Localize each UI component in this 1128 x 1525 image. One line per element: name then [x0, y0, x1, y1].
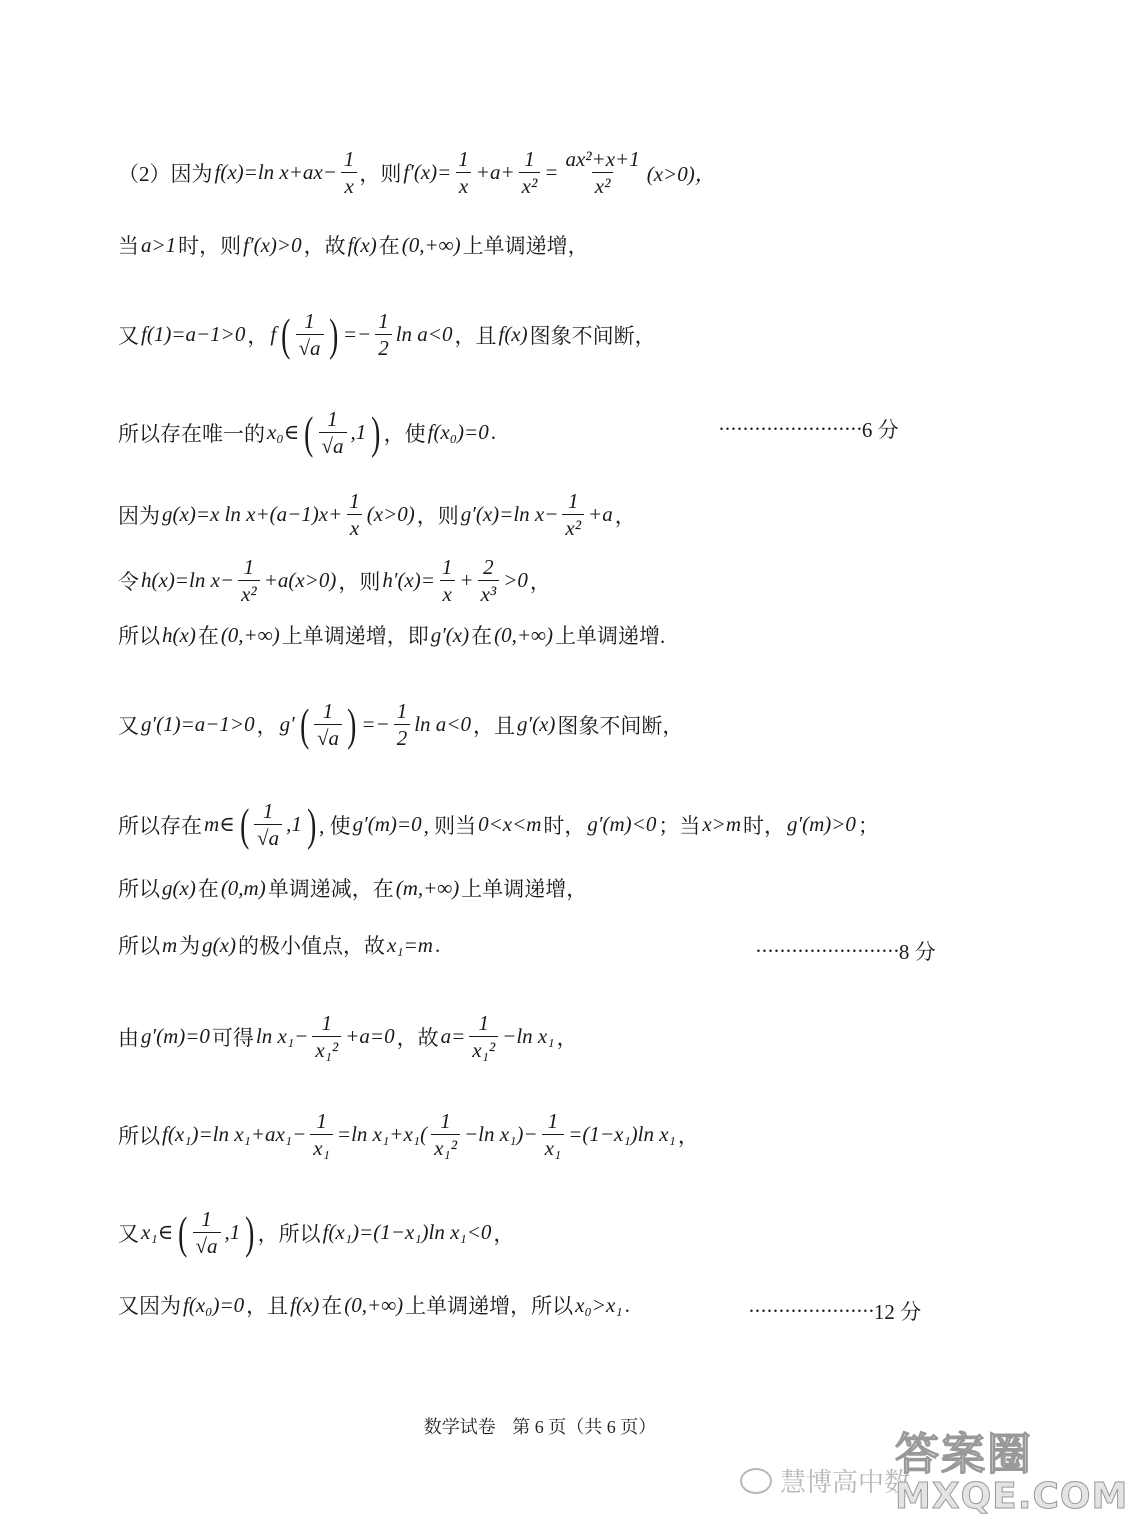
math-expression: f′(x)>0 — [243, 232, 302, 257]
math-expression: g′(x) — [516, 712, 556, 737]
solution-line — [118, 873, 1020, 903]
math-expression: +a+ — [475, 160, 515, 185]
score-mark — [755, 936, 936, 966]
fraction — [310, 1110, 333, 1159]
math-expression: + — [459, 568, 474, 593]
fraction-denominator: x₁² — [431, 1134, 460, 1159]
solution-line — [118, 620, 1020, 650]
text-segment: 又因为 — [118, 1294, 181, 1318]
text-segment: ， — [614, 503, 636, 528]
fraction — [439, 556, 456, 605]
score-label: 6 分 — [861, 418, 899, 442]
math-expression: (x>0) — [366, 502, 415, 527]
text-segment: 所以 — [118, 624, 160, 648]
fraction-numerator: 1 — [396, 699, 408, 723]
math-expression: ,1 — [350, 420, 367, 445]
math-expression: a= — [440, 1024, 466, 1049]
math-expression: ln a<0 — [395, 322, 453, 347]
fraction-denominator: √a — [319, 432, 347, 457]
math-expression: g′(1)=a−1>0 — [141, 712, 255, 737]
site-stamp — [895, 1418, 1128, 1518]
fraction-numerator: 1 — [321, 1011, 333, 1035]
math-expression: g′(m)=0 — [352, 812, 422, 837]
text-segment: 在 — [197, 877, 219, 901]
text-segment: 在 — [321, 1294, 343, 1318]
fraction — [193, 1208, 221, 1257]
text-segment: ，所以 — [257, 1221, 321, 1246]
text-segment: 又 — [118, 1221, 139, 1246]
math-expression: m∈ — [204, 812, 235, 837]
fraction-numerator: 1 — [440, 1109, 451, 1133]
math-expression: +a=0 — [345, 1024, 395, 1049]
math-expression: f(x)=ln x+ax− — [214, 160, 337, 185]
text-segment: ，使 — [383, 421, 426, 446]
fraction-numerator: 1 — [243, 555, 255, 579]
text-segment: （2）因为 — [118, 161, 213, 186]
fraction — [238, 556, 260, 605]
text-segment: ，且 — [246, 1294, 289, 1318]
fraction-denominator: x — [341, 172, 356, 197]
math-expression: (0,m) — [220, 875, 266, 900]
solution-line — [118, 490, 1020, 539]
close-paren: ) — [347, 698, 357, 750]
math-expression: g′(m)<0 — [587, 812, 657, 837]
text-segment: 所以 — [118, 1123, 160, 1148]
text-segment: 在 — [378, 234, 400, 258]
text-segment: , 使 — [319, 813, 351, 838]
fraction — [542, 1110, 565, 1159]
text-segment: 由 — [118, 1025, 139, 1050]
math-expression: ,1 — [224, 1220, 241, 1245]
math-expression: g(x) — [202, 932, 236, 957]
text-segment: 所以存在 — [118, 813, 202, 838]
text-segment: 上单调递增，即 — [281, 624, 429, 648]
math-expression: g′(x) — [430, 622, 470, 647]
fraction — [394, 700, 411, 749]
text-segment: 单调递减，在 — [267, 877, 394, 901]
math-expression: f(x) — [290, 1292, 320, 1317]
fraction-numerator: 1 — [378, 309, 389, 333]
wechat-watermark — [740, 1462, 910, 1499]
text-segment: . — [434, 932, 441, 957]
fraction — [254, 800, 282, 849]
text-segment: 上单调递增， — [462, 234, 589, 258]
fraction-numerator: 1 — [343, 147, 355, 171]
math-expression: +a(x>0) — [263, 568, 337, 593]
math-expression: g′ — [279, 712, 295, 737]
text-segment: ，且 — [472, 713, 515, 738]
math-expression: g′(x)=ln x− — [460, 502, 559, 527]
text-segment: 因为 — [118, 503, 160, 528]
text-segment: 所以存在唯一的 — [118, 421, 265, 446]
solution-line — [118, 1208, 1020, 1257]
fraction-denominator: x₁ — [310, 1134, 333, 1159]
watermark-text: 慧博高中数 — [780, 1468, 911, 1498]
solution-line — [118, 148, 1020, 197]
fraction-denominator: √a — [254, 824, 282, 849]
fraction-numerator: 2 — [483, 555, 494, 579]
fraction — [341, 148, 358, 197]
math-expression: −ln x₁)− — [464, 1122, 538, 1147]
math-expression: (0,+∞) — [494, 622, 553, 647]
score-leader-dots: ························ — [755, 938, 899, 963]
fraction — [346, 490, 363, 539]
math-expression: g′(m)=0 — [141, 1024, 210, 1049]
score-mark — [718, 414, 899, 444]
text-segment: 所以 — [118, 877, 160, 901]
text-segment: ，且 — [454, 323, 497, 348]
text-segment: 的极小值点，故 — [237, 934, 385, 958]
text-segment: 上单调递增， — [461, 877, 588, 901]
stamp-bottom-text: MXQE.COM — [895, 1476, 1128, 1517]
text-segment: ，故 — [303, 234, 346, 258]
math-expression: ,1 — [286, 812, 302, 837]
wechat-icon — [740, 1468, 772, 1494]
math-expression: x₁∈ — [141, 1220, 174, 1245]
text-segment: 时， — [743, 813, 785, 838]
fraction-numerator: 1 — [524, 147, 535, 171]
text-segment: . — [624, 1292, 630, 1317]
open-paren: ( — [281, 308, 291, 360]
fraction — [478, 556, 500, 605]
math-expression: f′(x)= — [403, 160, 452, 185]
math-expression: g(x) — [162, 875, 196, 900]
fraction — [562, 490, 584, 539]
fraction — [296, 310, 324, 359]
math-expression: f(x) — [347, 232, 377, 257]
score-leader-dots: ····················· — [748, 1298, 874, 1323]
fraction — [562, 148, 642, 197]
stamp-top-text: 答案圈 — [895, 1429, 1033, 1480]
math-expression: (m,+∞) — [395, 875, 460, 900]
math-expression: f(x₁)=ln x₁+ax₁− — [162, 1122, 307, 1147]
text-segment: 在 — [197, 624, 219, 648]
score-mark — [748, 1296, 921, 1326]
fraction — [375, 310, 392, 359]
fraction-denominator: x — [456, 172, 471, 197]
text-segment: ， — [493, 1221, 515, 1246]
fraction-denominator: x³ — [478, 580, 500, 605]
fraction-numerator: 1 — [567, 489, 579, 513]
fraction-numerator: 1 — [349, 489, 360, 513]
math-expression: h′(x)= — [382, 568, 435, 593]
text-segment: ； — [857, 813, 879, 838]
math-expression: f — [270, 322, 277, 347]
math-expression: f(x₁)=(1−x₁)ln x₁<0 — [322, 1220, 492, 1245]
math-expression: h(x)=ln x− — [141, 568, 235, 593]
score-label: 8 分 — [898, 940, 936, 964]
solution-line — [118, 556, 1020, 605]
math-expression: x₀>x₁ — [575, 1292, 623, 1317]
text-segment: 时， — [543, 813, 586, 838]
open-paren: ( — [304, 406, 314, 458]
solution-line — [118, 700, 1020, 749]
math-expression: =ln x₁+x₁( — [336, 1122, 428, 1147]
math-expression: +a — [588, 502, 613, 527]
close-paren: ) — [245, 1206, 255, 1258]
text-segment: 当 — [118, 234, 139, 258]
text-segment: . — [490, 420, 496, 445]
fraction — [469, 1012, 498, 1061]
text-segment: ，则 — [416, 503, 459, 528]
fraction-numerator: 1 — [478, 1011, 489, 1035]
solution-line — [118, 230, 1020, 260]
text-segment: ；当 — [658, 813, 701, 838]
fraction-denominator: x² — [562, 514, 584, 539]
text-segment: , 则当 — [423, 813, 477, 838]
math-expression: g(x)=x ln x+(a−1)x+ — [162, 502, 343, 527]
close-paren: ) — [371, 406, 381, 458]
fraction-denominator: x₁² — [469, 1036, 498, 1061]
open-paren: ( — [178, 1206, 188, 1258]
math-expression: =− — [342, 322, 372, 347]
math-expression: (0,+∞) — [401, 232, 461, 257]
fraction-denominator: x — [347, 514, 362, 539]
math-expression: g′(m)>0 — [787, 812, 856, 837]
fraction — [314, 700, 342, 749]
text-segment: 在 — [471, 624, 493, 648]
fraction-numerator: 1 — [304, 309, 315, 333]
score-label: 12 分 — [873, 1300, 922, 1324]
fraction-numerator: 1 — [262, 799, 274, 823]
fraction-numerator: 1 — [441, 555, 453, 579]
text-segment: 令 — [118, 569, 139, 594]
solution-line — [118, 1110, 1020, 1159]
math-expression: x>m — [702, 812, 741, 837]
text-segment: ，则 — [338, 569, 381, 594]
open-paren: ( — [239, 798, 249, 850]
fraction — [312, 1012, 341, 1061]
text-segment: 又 — [118, 713, 139, 738]
math-expression: (x>0)， — [646, 161, 716, 186]
close-paren: ) — [306, 798, 317, 850]
math-expression: f(x) — [498, 322, 528, 347]
solution-line — [118, 310, 1020, 359]
fraction-denominator: x₁² — [312, 1036, 341, 1061]
fraction-numerator: 1 — [316, 1109, 327, 1133]
fraction-denominator: 2 — [394, 724, 411, 749]
fraction-numerator: 1 — [327, 407, 338, 431]
math-expression: −ln x₁ — [502, 1024, 555, 1049]
text-segment: ， — [556, 1025, 578, 1050]
fraction-denominator: x₁ — [542, 1134, 565, 1159]
fraction — [519, 148, 541, 197]
math-expression: =(1−x₁)ln x₁ — [568, 1122, 676, 1147]
text-segment: 又 — [118, 323, 139, 348]
math-expression: a>1 — [141, 232, 177, 257]
math-expression: f(x₀)=0 — [183, 1292, 245, 1317]
fraction-numerator: 1 — [201, 1207, 212, 1231]
text-segment: 图象不间断， — [529, 323, 656, 348]
fraction-numerator: 1 — [547, 1109, 559, 1133]
math-expression: f(1)=a−1>0 — [141, 322, 246, 347]
text-segment: 时，则 — [178, 234, 242, 258]
fraction-denominator: √a — [296, 334, 324, 359]
text-segment: 上单调递增. — [555, 624, 666, 648]
math-expression: 0<x<m — [478, 812, 542, 837]
solution-line — [118, 1012, 1020, 1061]
math-expression: ln x₁− — [255, 1024, 309, 1049]
solution-line — [118, 800, 1020, 849]
math-expression: x₀∈ — [267, 420, 300, 445]
text-segment: 可得 — [211, 1025, 254, 1050]
fraction-denominator: √a — [193, 1232, 221, 1257]
score-leader-dots: ························ — [718, 416, 862, 441]
fraction-denominator: √a — [314, 724, 342, 749]
text-segment: 上单调递增，所以 — [405, 1294, 574, 1318]
math-expression: (0,+∞) — [220, 622, 280, 647]
math-expression: >0 — [503, 568, 528, 593]
close-paren: ) — [328, 308, 338, 360]
math-expression: =− — [361, 712, 390, 737]
text-segment: 为 — [179, 934, 201, 958]
text-segment: 所以 — [118, 934, 160, 958]
math-expression: ln a<0 — [414, 712, 471, 737]
footer-subject: 数学试卷 — [423, 1417, 496, 1437]
math-expression: (0,+∞) — [344, 1292, 404, 1317]
text-segment: 图象不间断， — [557, 713, 684, 738]
text-segment: ，则 — [359, 161, 402, 186]
fraction-numerator: 1 — [322, 699, 334, 723]
math-expression: = — [544, 160, 559, 185]
fraction — [431, 1110, 460, 1159]
open-paren: ( — [299, 698, 309, 750]
fraction-numerator: 1 — [458, 147, 469, 171]
fraction — [319, 408, 347, 457]
fraction-denominator: 2 — [375, 334, 392, 359]
text-segment: ， — [256, 713, 278, 738]
text-segment: ， — [529, 569, 551, 594]
fraction-denominator: x² — [519, 172, 541, 197]
fraction — [455, 148, 472, 197]
math-expression: h(x) — [162, 622, 196, 647]
footer-page-number: 第 6 页（共 6 页） — [512, 1417, 657, 1437]
text-segment: ， — [247, 323, 269, 348]
math-expression: m — [162, 932, 178, 957]
text-segment: ，故 — [396, 1025, 439, 1050]
math-expression: f(x₀)=0 — [427, 420, 489, 445]
text-segment: ， — [677, 1123, 699, 1148]
fraction-numerator: ax²+x+1 — [565, 147, 640, 171]
math-expression: x₁=m — [386, 932, 433, 957]
fraction-denominator: x² — [592, 172, 614, 197]
fraction-denominator: x — [440, 580, 455, 605]
fraction-denominator: x² — [238, 580, 260, 605]
